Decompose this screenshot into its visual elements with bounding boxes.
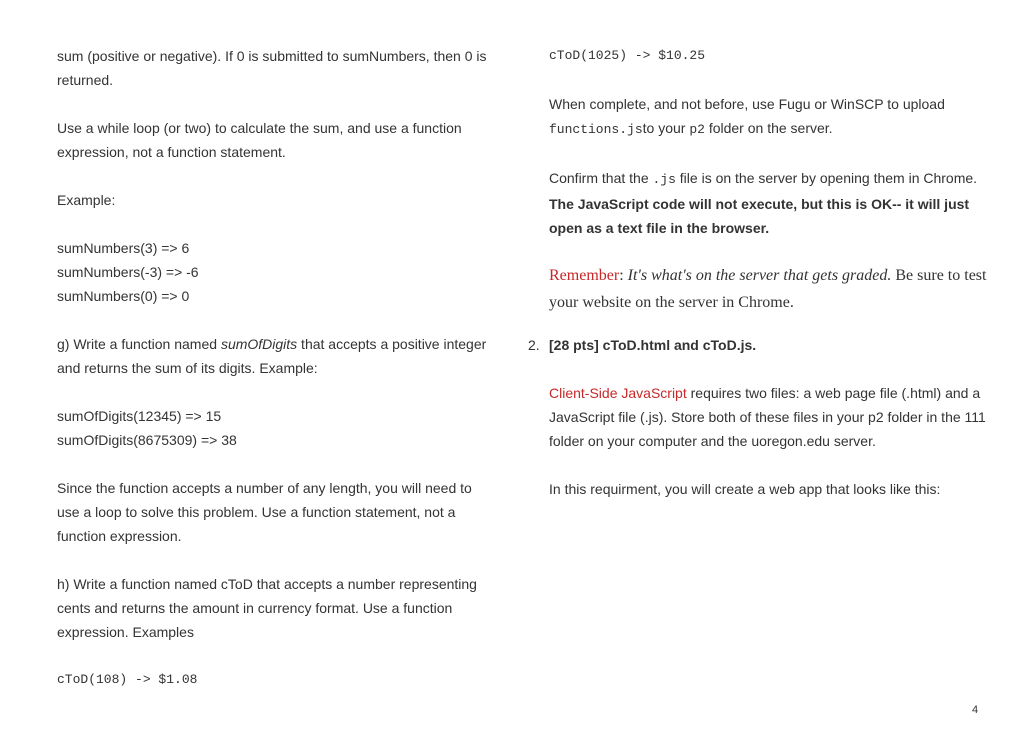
example-line: sumNumbers(3) => 6 — [57, 240, 190, 256]
confirm-bold-note: The JavaScript code will not execute, but this is OK-- it will just open as a text file in the browser. — [549, 196, 970, 236]
paragraph-remember — [549, 262, 989, 316]
sum-of-digits-examples — [57, 404, 497, 452]
upload-text: to your — [642, 120, 690, 136]
confirm-text: Confirm that the — [549, 170, 653, 186]
upload-text: When complete, and not before, use Fugu or WinSCP to upload — [549, 96, 945, 112]
paragraph-client-side — [549, 381, 989, 453]
example-line: sumNumbers(-3) => -6 — [57, 264, 199, 280]
code-js: .js — [652, 172, 676, 187]
example-line: sumOfDigits(8675309) => 38 — [57, 432, 237, 448]
confirm-text: file is on the server by opening them in Chrome. — [675, 170, 978, 186]
g-function-name: sumOfDigits — [220, 336, 298, 352]
remember-italic: It's what's on the server that gets graded. — [627, 267, 892, 284]
code-functions-js: functions.js — [549, 122, 643, 137]
page-number: 4 — [972, 704, 979, 716]
example-line: sumOfDigits(12345) => 15 — [57, 408, 222, 424]
client-side-js-label: Client-Side JavaScript — [549, 385, 687, 401]
paragraph-sum-intro: sum (positive or negative). If 0 is submitted to sumNumbers, then 0 is returned. — [57, 48, 487, 88]
code-example-108: cToD(108) -> $1.08 — [57, 672, 198, 687]
paragraph-g — [57, 332, 497, 380]
remember-colon: : — [619, 267, 628, 284]
paragraph-confirm — [549, 166, 989, 240]
paragraph-since: Since the function accepts a number of any length, you will need to use a loop to solve this problem. Use a function statement, not a function expression. — [57, 480, 472, 544]
example-line: sumNumbers(0) => 0 — [57, 288, 190, 304]
paragraph-h: h) Write a function named cToD that accepts a number representing cents and returns the amount in currency format. Use a function expression. Examples — [57, 576, 477, 640]
client-side-text: requires two files: a web page file (.html) and a JavaScript file (.js). Store both of these files in your p2 folder in the 111 folder on your computer and the uoregon.edu server. — [549, 385, 986, 449]
example-label: Example: — [57, 192, 116, 208]
remember-rest: Be sure to test your website on the server in Chrome. — [549, 267, 987, 311]
code-example-1025: cToD(1025) -> $10.25 — [549, 48, 706, 63]
code-p2: p2 — [689, 122, 705, 137]
item2-title: [28 pts] cToD.html and cToD.js. — [549, 337, 757, 353]
g-suffix: that accepts a positive integer and returns the sum of its digits. Example: — [57, 336, 487, 376]
list-item-2 — [528, 333, 989, 357]
g-prefix: g) Write a function named — [57, 336, 221, 352]
sum-numbers-examples — [57, 236, 497, 308]
left-column — [57, 44, 497, 692]
list-number: 2. — [528, 337, 540, 353]
upload-text: folder on the server. — [704, 120, 833, 136]
paragraph-requirement: In this requirment, you will create a web app that looks like this: — [549, 481, 941, 497]
paragraph-while-loop: Use a while loop (or two) to calculate the sum, and use a function expression, not a function statement. — [57, 120, 462, 160]
remember-label: Remember — [549, 267, 620, 284]
paragraph-upload — [549, 92, 989, 142]
right-column — [528, 44, 989, 501]
